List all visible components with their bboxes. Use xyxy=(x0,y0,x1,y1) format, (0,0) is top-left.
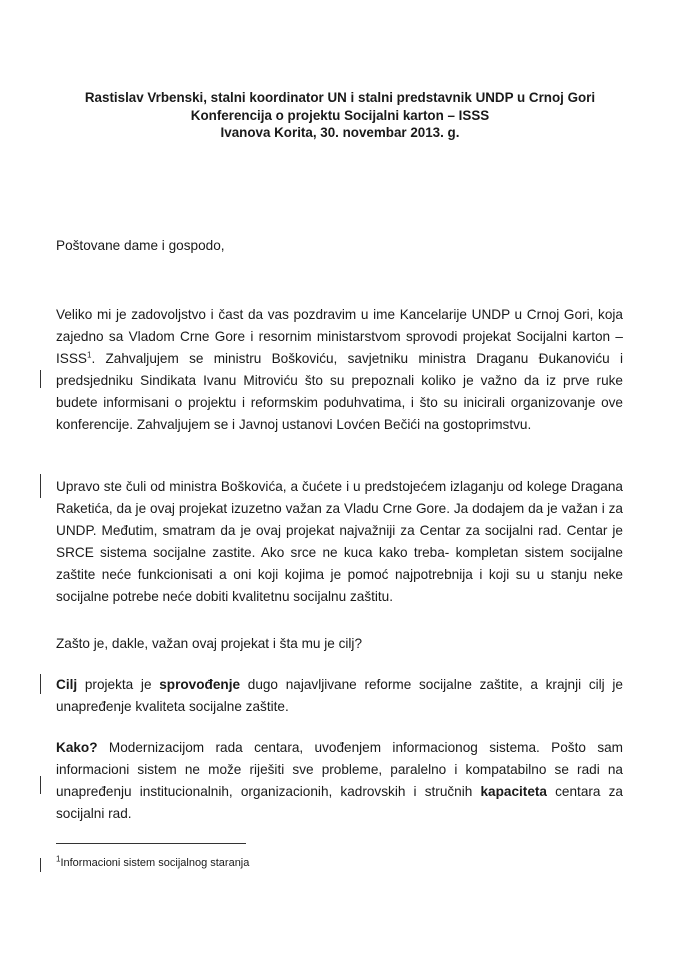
revision-mark-bar xyxy=(40,370,41,388)
footnote-text: Informacioni sistem socijalnog staranja xyxy=(60,857,250,869)
document-header xyxy=(60,89,620,142)
paragraph-5-text-2: centara za socijalni rad. xyxy=(56,784,623,821)
paragraph-1-part-a: Veliko mi je zadovoljstvo i čast da vas pozdravim u ime Kancelarije UNDP u Crnoj Gori, koja zajedno sa Vladom Crne Gore i resornim ministarstvom sprovodi projekat Socijalni karton – ISSS xyxy=(56,307,623,366)
paragraph-4-text-1: projekta je xyxy=(77,677,160,692)
paragraph-1 xyxy=(56,304,623,436)
header-speaker: Rastislav Vrbenski, stalni koordinator UN i stalni predstavnik UNDP u Crnoj Gori xyxy=(84,90,596,105)
greeting: Poštovane dame i gospodo, xyxy=(56,238,225,253)
paragraph-5-text-1: Modernizacijom rada centara, uvođenjem informacionog sistema. Pošto sam informacioni sistem ne može riješiti sve probleme, paralelno i kompatabilno se radi na unapređenju institucionalnih, organizacionih, kadrovskih i stručnih xyxy=(56,740,623,799)
bold-sprovodjenje: sprovođenje xyxy=(159,677,241,692)
paragraph-2: Upravo ste čuli od ministra Boškovića, a čućete i u predstojećem izlaganju od kolege Dragana Raketića, da je ovaj projekat izuzetno važan za Vladu Crne Gore. Ja dodajem da je važan i za UNDP. Međutim, smatram da je ovaj projekat najvažniji za Centar za socijalni rad. Centar je SRCE sistema socijalne zastite. Ako srce ne kuca kako treba- kompletan sistem socijalne zaštite neće funkcionisati a oni koji kojima je pomoć najpotrebnija i koji su u stanju neke socijalne potrebe neće dobiti kvalitetnu socijalnu zaštitu. xyxy=(56,479,623,604)
revision-mark-bar xyxy=(40,776,41,794)
header-place-date: Ivanova Korita, 30. novembar 2013. g. xyxy=(220,125,460,140)
revision-mark-bar xyxy=(40,858,41,872)
paragraph-1-part-b: . Zahvaljujem se ministru Boškoviću, savjetniku ministra Draganu Đukanoviću i predsjedniku Sindikata Ivanu Mitroviću što su prepoznali koliko je važno da iz prve ruke budete informisani o projektu i reformskim poduhvatima, i što su inicirali organizovanje ove konferencije. Zahvaljujem se i Javnoj ustanovi Lovćen Bečići na gostoprimstvu. xyxy=(56,351,623,432)
paragraph-3: Zašto je, dakle, važan ovaj projekat i šta mu je cilj? xyxy=(56,636,363,651)
footnote-ref: 1 xyxy=(86,350,92,360)
paragraph-4 xyxy=(56,674,623,718)
revision-mark-bar xyxy=(40,674,41,694)
bold-cilj: Cilj xyxy=(56,677,78,692)
paragraph-5 xyxy=(56,737,623,825)
revision-mark-bar xyxy=(40,474,41,498)
bold-kako: Kako? xyxy=(56,740,98,755)
header-conference: Konferencija o projektu Socijalni karton – ISSS xyxy=(190,107,490,123)
footnote-divider xyxy=(56,843,246,844)
paragraph-4-text-2: dugo najavljivane reforme socijalne zaštite, a krajnji cilj je unapređenje kvaliteta socijalne zaštite. xyxy=(56,677,623,714)
footnote xyxy=(56,856,249,870)
footnote-number: 1 xyxy=(56,854,61,864)
bold-kapaciteta: kapaciteta xyxy=(480,784,547,799)
